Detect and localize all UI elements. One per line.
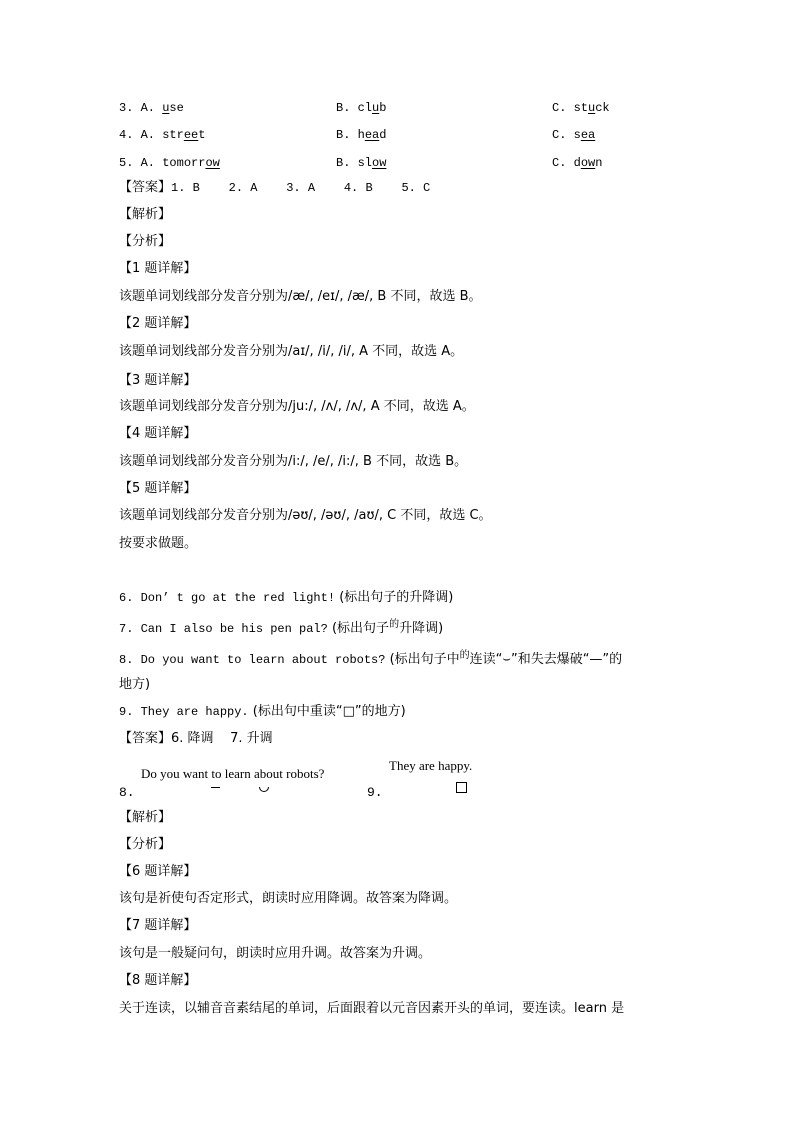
answer-line-2: 【答案】6. 降调 7. 升调 (119, 731, 273, 746)
breakdown-heading-2: 【分析】 (119, 837, 172, 852)
detail-title-5: 【5 题详解】 (119, 481, 197, 496)
question-8: 8. Do you want to learn about robots? (标出句子中$^的$连读“⌣”和失去爆破“—”的 (119, 650, 623, 667)
option-a: 3. A. use (119, 101, 184, 115)
detail-title-7: 【7 题详解】 (119, 918, 197, 933)
question-9: 9. They are happy. (标出句中重读“□”的地方) (119, 704, 406, 719)
detail-title-6: 【6 题详解】 (119, 864, 197, 879)
answer-label: 【答案】 (119, 180, 172, 195)
breakdown-heading: 【分析】 (119, 234, 172, 249)
option-c: C. down (552, 156, 603, 170)
option-b: B. club (336, 101, 387, 115)
option-b: B. head (336, 128, 387, 142)
sentence-image-9: They are happy. (389, 758, 473, 773)
answer-text: 1. B 2. A 3. A 4. B 5. C (171, 181, 431, 195)
detail-text-4: 该题单词划线部分发音分别为/i:/, /e/, /i:/, B 不同，故选 B。 (119, 454, 468, 469)
sentence-image-8: Do you want to learn about robots? (141, 766, 325, 781)
detail-title-2: 【2 题详解】 (119, 316, 197, 331)
detail-text-1: 该题单词划线部分发音分别为/æ/, /eɪ/, /æ/, B 不同，故选 B。 (119, 289, 482, 304)
detail-text-8: 关于连读，以辅音音素结尾的单词，后面跟着以元音因素开头的单词，要连读。learn 是 (119, 1001, 625, 1016)
detail-text-2: 该题单词划线部分发音分别为/aɪ/, /i/, /i/, A 不同，故选 A。 (119, 344, 464, 359)
question-8-continued: 地方) (119, 677, 151, 692)
analysis-heading: 【解析】 (119, 207, 172, 222)
question-6: 6. Don’ t go at the red light! (标出句子的升降调) (119, 590, 454, 605)
detail-text-5: 该题单词划线部分发音分别为/əʊ/, /əʊ/, /aʊ/, C 不同，故选 C。 (119, 508, 492, 523)
detail-title-8: 【8 题详解】 (119, 973, 197, 988)
option-b: B. slow (336, 156, 387, 170)
liaison-mark-icon (259, 787, 269, 792)
stress-box-icon (456, 782, 467, 793)
question-7: 7. Can I also be his pen pal? (标出句子$^的$升降调) (119, 619, 444, 636)
analysis-heading-2: 【解析】 (119, 810, 172, 825)
option-c: C. stuck (552, 101, 610, 115)
instruction-text: 按要求做题。 (119, 536, 198, 551)
detail-title-1: 【1 题详解】 (119, 261, 197, 276)
loss-of-plosion-mark-icon (211, 787, 220, 788)
detail-text-7: 该句是一般疑问句，朗读时应用升调。故答案为升调。 (119, 946, 432, 961)
detail-title-4: 【4 题详解】 (119, 426, 197, 441)
answer-line-1 (119, 180, 430, 196)
detail-text-6: 该句是祈使句否定形式，朗读时应用降调。故答案为降调。 (119, 891, 458, 906)
detail-text-3: 该题单词划线部分发音分别为/ju:/, /ʌ/, /ʌ/, A 不同，故选 A。 (119, 399, 475, 414)
option-c: C. sea (552, 128, 596, 142)
option-a: 5. A. tomorrow (119, 156, 220, 170)
detail-title-3: 【3 题详解】 (119, 373, 197, 388)
option-a: 4. A. street (119, 128, 206, 142)
